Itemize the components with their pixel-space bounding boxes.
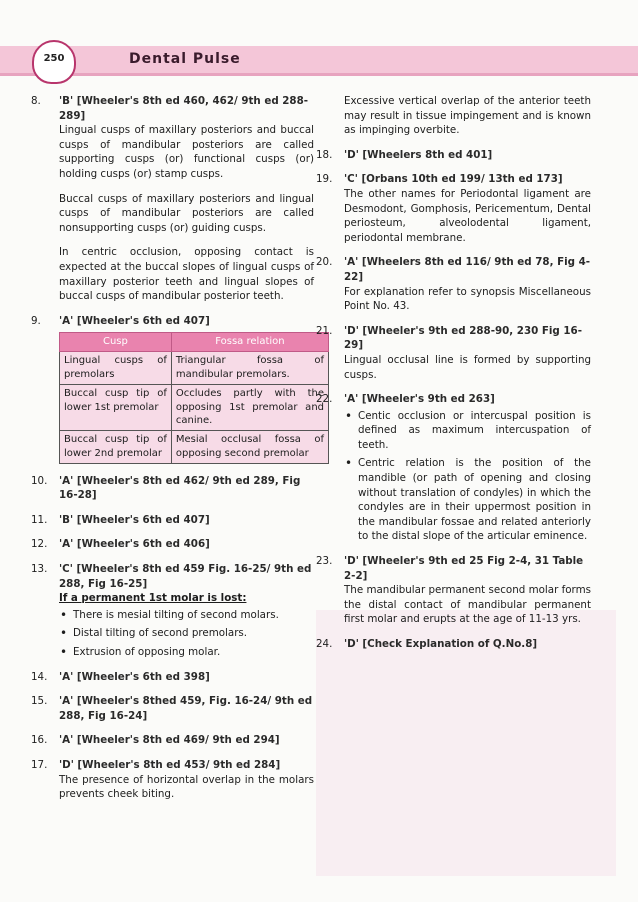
- list-item: • There is mesial tilting of second molars.: [73, 608, 314, 623]
- answer-10: [31, 474, 314, 503]
- question-number: 23.: [316, 555, 333, 568]
- answer-11: [31, 513, 314, 528]
- answer-22: [316, 392, 591, 544]
- answer-reference: 'B' [Wheeler's 8th ed 460, 462/ 9th ed 288-289]: [59, 95, 309, 122]
- question-number: 17.: [31, 759, 48, 771]
- header-band: [0, 46, 638, 73]
- answer-reference: 'A' [Wheeler's 6th ed 407]: [59, 314, 210, 327]
- table-cell: Buccal cusp tip of lower 2nd premolar: [60, 431, 172, 464]
- answer-15: [31, 694, 314, 723]
- table-cell: Occludes partly with the opposing 1st premolar and canine.: [171, 384, 328, 430]
- question-number: 22.: [316, 393, 333, 406]
- question-number: 15.: [31, 695, 48, 708]
- answer-reference: 'A' [Wheeler's 8th ed 469/ 9th ed 294]: [59, 734, 280, 747]
- answer-reference: 'A' [Wheeler's 8th ed 462/ 9th ed 289, Fig 16-28]: [59, 474, 301, 502]
- question-number: 12.: [31, 538, 48, 551]
- answer-19: [316, 172, 591, 245]
- answer-reference: 'A' [Wheeler's 6th ed 406]: [59, 538, 210, 551]
- answer-18: [316, 148, 591, 163]
- tooth-icon: [32, 40, 76, 84]
- question-number: 9.: [31, 314, 41, 327]
- answer-reference: 'A' [Wheelers 8th ed 116/ 9th ed 78, Fig 4-22]: [344, 256, 591, 283]
- bullet-list: [344, 409, 591, 544]
- answer-reference: 'D' [Wheeler's 9th ed 25 Fig 2-4, 31 Table 2-2]: [344, 555, 584, 582]
- question-number: 24.: [316, 638, 333, 650]
- left-column: [31, 94, 324, 812]
- paragraph: The presence of horizontal overlap in the molars prevents cheek biting.: [59, 773, 314, 801]
- bullet-list: [59, 608, 314, 660]
- answer-reference: 'A' [Wheeler's 6th ed 398]: [59, 670, 210, 683]
- list-item: • Centric relation is the position of the mandible (or path of opening and closing without translation of condyles) in which the condyles are in their uppermost position in the mandibular fossae and related anteriorly to the distal slope of the articular eminence.: [358, 456, 591, 544]
- question-number: 19.: [316, 173, 333, 186]
- answer-8: [31, 94, 314, 304]
- answer-reference: 'D' [Wheelers 8th ed 401]: [344, 148, 493, 161]
- answer-reference: 'C' [Orbans 10th ed 199/ 13th ed 173]: [344, 173, 563, 186]
- answer-reference: 'B' [Wheeler's 6th ed 407]: [59, 513, 210, 526]
- question-number: 20.: [316, 256, 333, 269]
- answer-21: [316, 324, 591, 382]
- answer-16: [31, 733, 314, 748]
- question-number: 18.: [316, 148, 333, 161]
- answer-9: [31, 314, 324, 464]
- table-row: [60, 384, 329, 430]
- paragraph: Lingual occlusal line is formed by supporting cusps.: [344, 353, 591, 381]
- answer-17: [31, 758, 314, 802]
- answer-17-continued: [316, 94, 591, 138]
- question-number: 10.: [31, 474, 48, 487]
- answer-14: [31, 670, 314, 685]
- subheading: If a permanent 1st molar is lost:: [59, 592, 247, 605]
- answer-12: [31, 537, 314, 552]
- paragraph: Lingual cusps of maxillary posteriors and buccal cusps of mandibular posteriors are called supporting cusps (or) functional cusps (or) holding cusps (or) stamp cusps.: [59, 124, 314, 180]
- answer-reference: 'A' [Wheeler's 8thed 459, Fig. 16-24/ 9th ed 288, Fig 16-24]: [59, 695, 313, 722]
- answer-reference: 'C' [Wheeler's 8th ed 459 Fig. 16-25/ 9th ed 288, Fig 16-25]: [59, 563, 312, 590]
- list-item: • Distal tilting of second premolars.: [73, 626, 314, 641]
- list-item: • Centic occlusion or intercuspal position is defined as maximum intercuspation of teeth.: [358, 409, 591, 453]
- paragraph: In centric occlusion, opposing contact is expected at the buccal slopes of lingual cusps of maxillary posterior teeth and lingual slopes of buccal cusps of mandibular posterior teeth.: [59, 246, 314, 303]
- question-number: 16.: [31, 734, 48, 747]
- table-header-row: [60, 333, 329, 352]
- table-header-cusp: Cusp: [60, 333, 172, 352]
- table-cell: Triangular fossa of mandibular premolars.: [171, 352, 328, 385]
- question-number: 8.: [31, 95, 41, 107]
- answer-20: [316, 255, 591, 313]
- question-number: 21.: [316, 324, 333, 337]
- table-cell: Lingual cusps of premolars: [60, 352, 172, 385]
- question-number: 13.: [31, 563, 48, 576]
- list-item: • Extrusion of opposing molar.: [73, 645, 314, 660]
- table-header-fossa: Fossa relation: [171, 333, 328, 352]
- table-cell: Mesial occlusal fossa of opposing second premolar: [171, 431, 328, 464]
- page-header: [0, 46, 638, 76]
- question-number: 11.: [31, 513, 48, 526]
- question-number: 14.: [31, 670, 48, 683]
- answer-reference: 'D' [Wheeler's 9th ed 288-90, 230 Fig 16-29]: [344, 324, 582, 352]
- right-column: [316, 94, 591, 662]
- answer-reference: 'D' [Wheeler's 8th ed 453/ 9th ed 284]: [59, 759, 281, 771]
- brand-title: Dental Pulse: [129, 51, 241, 67]
- cusp-fossa-table: [59, 332, 329, 463]
- table-row: [60, 352, 329, 385]
- answer-reference: 'D' [Check Explanation of Q.No.8]: [344, 638, 538, 650]
- table-cell: Buccal cusp tip of lower 1st premolar: [60, 384, 172, 430]
- page-number: 250: [43, 53, 65, 64]
- paragraph: Excessive vertical overlap of the anterior teeth may result in tissue impingement and is known as impinging overbite.: [344, 95, 591, 137]
- answer-reference: 'A' [Wheeler's 9th ed 263]: [344, 393, 495, 406]
- paragraph: The other names for Periodontal ligament are Desmodont, Gomphosis, Pericementum, Dental periosteum, alveolodental ligament, periodontal membrane.: [344, 187, 591, 244]
- table-row: [60, 431, 329, 464]
- answer-23: [316, 554, 591, 627]
- paragraph: The mandibular permanent second molar forms the distal contact of mandibular permanent first molar and erupts at the age of 11-13 yrs.: [344, 584, 591, 626]
- paragraph: Buccal cusps of maxillary posteriors and lingual cusps of mandibular posteriors are called nonsupporting cusps (or) guiding cusps.: [59, 192, 314, 234]
- header-band-rule: [0, 73, 638, 76]
- answer-24: [316, 637, 591, 652]
- paragraph: For explanation refer to synopsis Miscellaneous Point No. 43.: [344, 285, 591, 313]
- answer-13: [31, 562, 314, 660]
